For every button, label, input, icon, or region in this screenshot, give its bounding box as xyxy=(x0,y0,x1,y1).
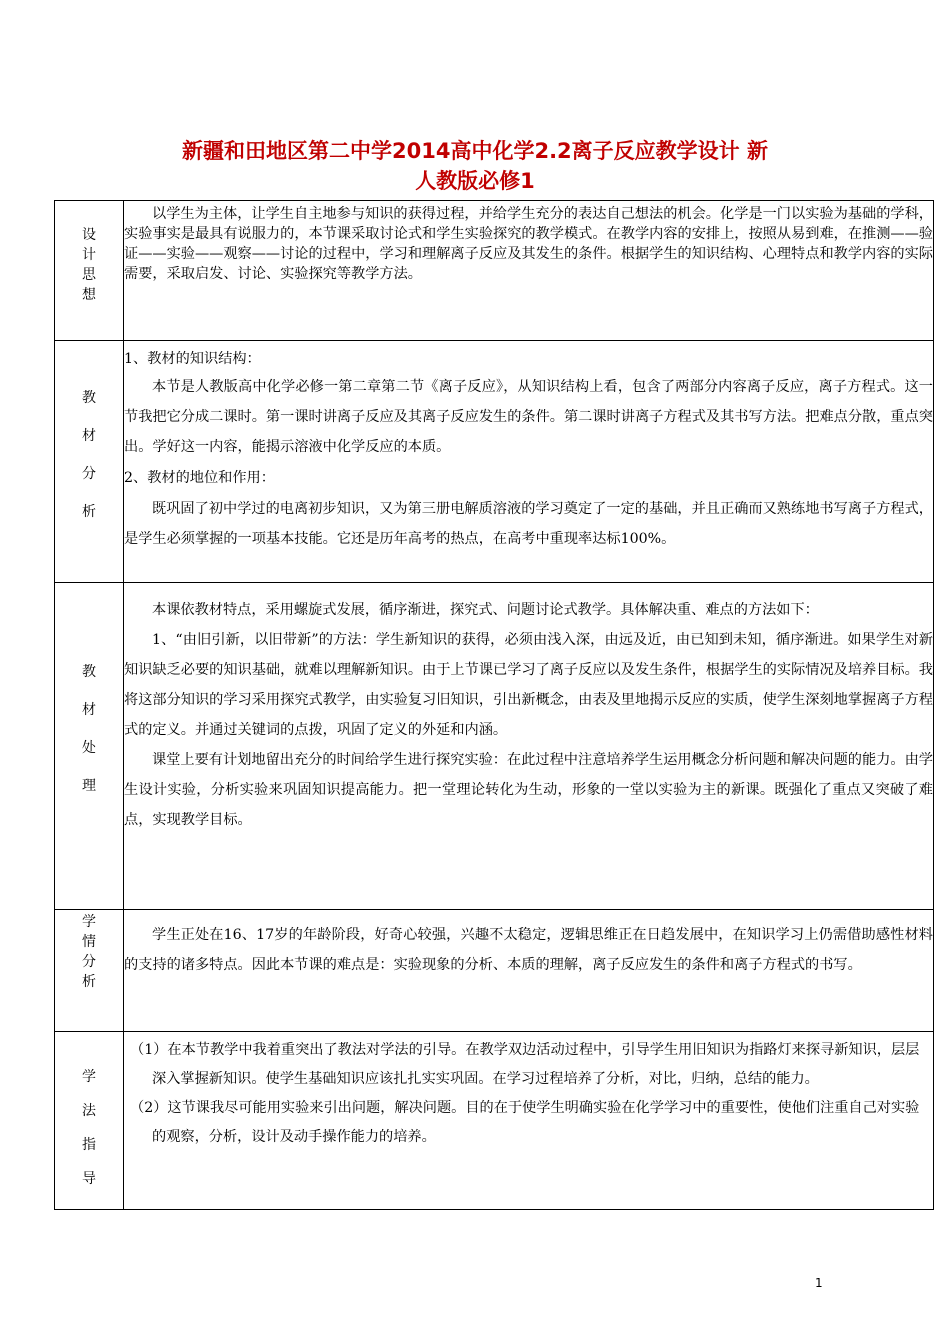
label-char: 分 xyxy=(82,954,96,970)
row-textbook-processing xyxy=(55,583,934,910)
analysis-paragraph-1: 本节是人教版高中化学必修一第二章第二节《离子反应》，从知识结构上看，包含了两部分内容离子反应，离子方程式。这一节我把它分成二课时。第一课时讲离子反应及其离子反应发生的条件。第二课时讲离子方程式及其书写方法。把难点分散，重点突出。学好这一内容，能揭示溶液中化学反应的本质。 xyxy=(124,379,933,455)
label-char: 教 xyxy=(82,664,96,680)
label-char: 析 xyxy=(82,974,96,990)
student-analysis-content xyxy=(124,910,934,1032)
label-learning-guidance xyxy=(55,1032,124,1210)
label-textbook-analysis xyxy=(55,341,124,583)
label-char: 导 xyxy=(82,1171,96,1187)
label-textbook-processing xyxy=(55,583,124,910)
guidance-item-2: （2）这节课我尽可能用实验来引出问题，解决问题。目的在于使学生明确实验在化学学习中的重要性，使他们注重自己对实验的观察，分析，设计及动手操作能力的培养。 xyxy=(130,1100,920,1145)
label-char: 想 xyxy=(82,287,96,303)
row-design-idea xyxy=(55,201,934,341)
processing-paragraph-1: 本课依教材特点，采用螺旋式发展，循序渐进，探究式、问题讨论式教学。具体解决重、难点的方法如下： xyxy=(152,602,819,618)
learning-guidance-content xyxy=(124,1032,934,1210)
label-char: 析 xyxy=(82,504,96,520)
design-idea-text: 以学生为主体，让学生自主地参与知识的获得过程，并给学生充分的表达自己想法的机会。化学是一门以实验为基础的学科，实验事实是最具有说服力的，本节课采取讨论式和学生实验探究的教学模式。在教学内容的安排上，按照从易到难，在推测——验证——实验——观察——讨论的过程中，学习和理解离子反应及其发生的条件。根据学生的知识结构、心理特点和教学内容的实际需要，采取启发、讨论、实验探究等教学方法。 xyxy=(124,206,933,282)
analysis-heading-2: 2、教材的地位和作用： xyxy=(124,470,275,486)
label-design-idea xyxy=(55,201,124,341)
document-title-line1: 新疆和田地区第二中学2014高中化学2.2离子反应教学设计 新 xyxy=(182,139,768,163)
processing-paragraph-2: 1、“由旧引新，以旧带新”的方法：学生新知识的获得，必须由浅入深，由远及近，由已知到未知，循序渐进。如果学生对新知识缺乏必要的知识基础，就难以理解新知识。由于上节课已学习了离子反应以及发生条件，根据学生的实际情况及培养目标。我将这部分知识的学习采用探究式教学，由实验复习旧知识，引出新概念，由表及里地揭示反应的实质，使学生深刻地掌握离子方程式的定义。并通过关键词的点拨，巩固了定义的外延和内涵。 xyxy=(124,632,933,738)
label-char: 法 xyxy=(82,1103,96,1119)
label-char: 指 xyxy=(82,1137,96,1153)
label-char: 材 xyxy=(82,702,96,718)
lesson-design-table xyxy=(54,200,934,1210)
label-char: 材 xyxy=(82,428,96,444)
row-learning-guidance xyxy=(55,1032,934,1210)
page-number: 1 xyxy=(815,1276,823,1290)
textbook-processing-content xyxy=(124,583,934,910)
analysis-heading-1: 1、教材的知识结构： xyxy=(124,351,261,367)
guidance-item-1: （1）在本节教学中我着重突出了教法对学法的引导。在教学双边活动过程中，引导学生用旧知识为指路灯来探寻新知识，层层深入掌握新知识。使学生基础知识应该扎扎实实巩固。在学习过程培养了分析，对比，归纳，总结的能力。 xyxy=(130,1042,920,1087)
label-char: 教 xyxy=(82,390,96,406)
analysis-paragraph-2: 既巩固了初中学过的电离初步知识，又为第三册电解质溶液的学习奠定了一定的基础，并且正确而又熟练地书写离子方程式，是学生必须掌握的一项基本技能。它还是历年高考的热点，在高考中重现率达标100%。 xyxy=(124,501,933,547)
label-char: 理 xyxy=(82,778,96,794)
processing-paragraph-3: 课堂上要有计划地留出充分的时间给学生进行探究实验：在此过程中注意培养学生运用概念分析问题和解决问题的能力。由学生设计实验，分析实验来巩固知识提高能力。把一堂理论转化为生动，形象的一堂以实验为主的新课。既强化了重点又突破了难点，实现教学目标。 xyxy=(124,752,933,828)
label-student-analysis xyxy=(55,910,124,1032)
label-char: 思 xyxy=(82,267,96,283)
label-char: 分 xyxy=(82,466,96,482)
label-char: 处 xyxy=(82,740,96,756)
label-char: 计 xyxy=(82,247,96,263)
textbook-analysis-content xyxy=(124,341,934,583)
design-idea-content xyxy=(124,201,934,341)
label-char: 学 xyxy=(82,1069,96,1085)
label-char: 情 xyxy=(82,934,96,950)
label-char: 学 xyxy=(82,914,96,930)
label-char: 设 xyxy=(82,227,96,243)
row-student-analysis xyxy=(55,910,934,1032)
row-textbook-analysis xyxy=(55,341,934,583)
student-analysis-text: 学生正处在16、17岁的年龄阶段，好奇心较强，兴趣不太稳定，逻辑思维正在日趋发展中，在知识学习上仍需借助感性材料的支持的诸多特点。因此本节课的难点是：实验现象的分析、本质的理解，离子反应发生的条件和离子方程式的书写。 xyxy=(124,927,933,973)
document-title-line2: 人教版必修1 xyxy=(415,169,535,193)
